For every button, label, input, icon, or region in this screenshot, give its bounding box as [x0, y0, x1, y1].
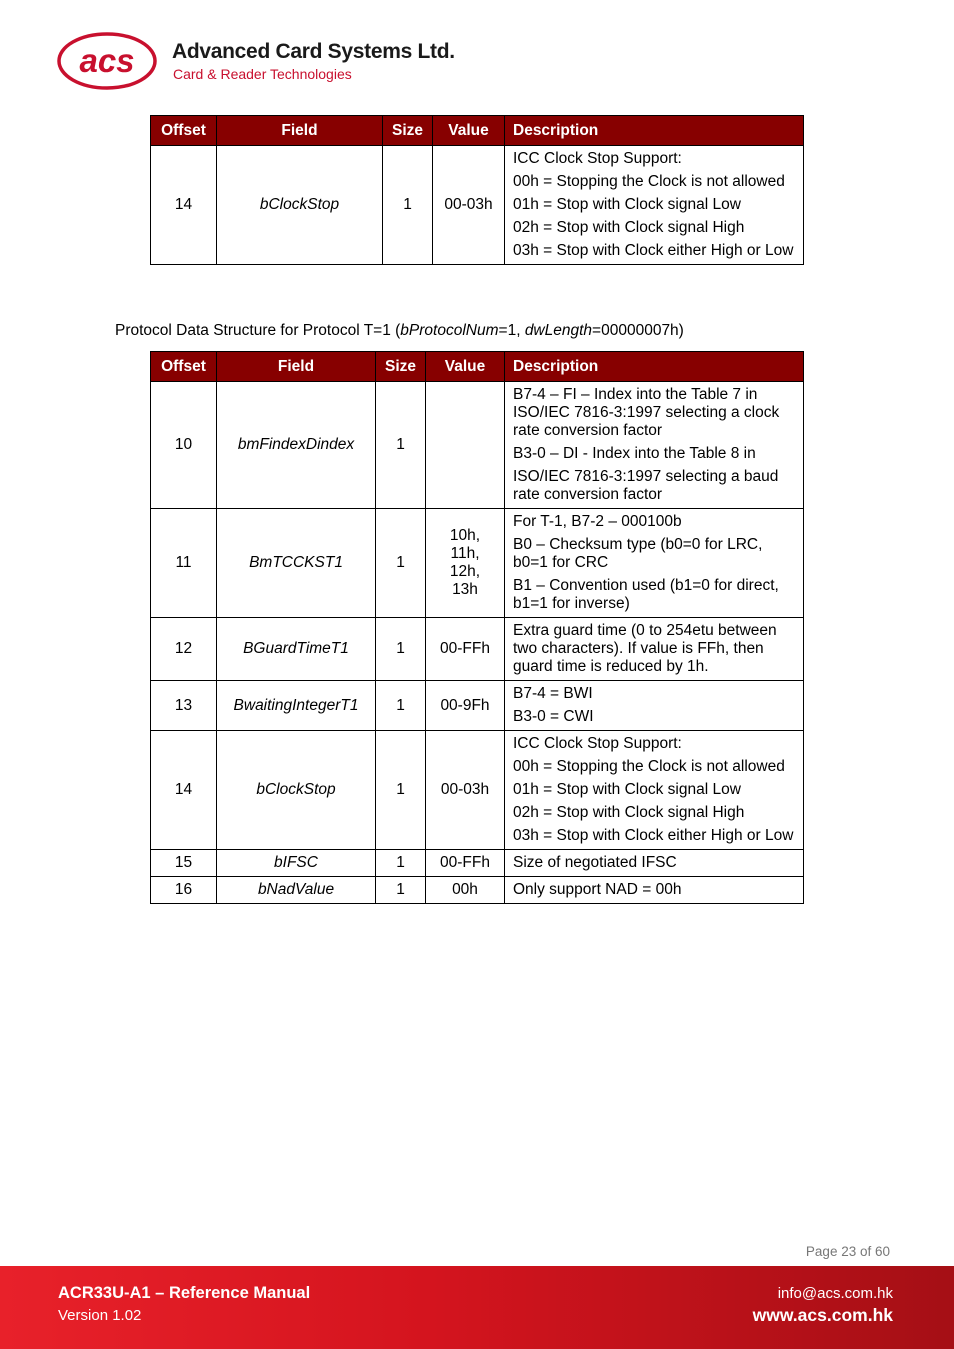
clock-stop-table [150, 115, 804, 265]
description-line: B7-4 = BWI [513, 685, 593, 702]
cell-size: 1 [376, 382, 426, 509]
company-name: Advanced Card Systems Ltd. [172, 40, 455, 63]
cell-description [505, 146, 804, 265]
footer-title: ACR33U-A1 – Reference Manual [58, 1284, 311, 1302]
cell-field: bNadValue [217, 877, 376, 904]
value-line: 13h [452, 581, 478, 598]
cell-size: 1 [376, 877, 426, 904]
header-size: Size [376, 352, 426, 382]
cell-size: 1 [376, 681, 426, 731]
cell-description [505, 618, 804, 681]
acs-logo-icon [56, 30, 160, 94]
table-row [151, 850, 804, 877]
footer-version: Version 1.02 [58, 1307, 142, 1324]
description-line: B1 – Convention used (b1=0 for direct, b1=1 for inverse) [513, 577, 779, 612]
description-line: ISO/IEC 7816-3:1997 selecting a baud rate conversion factor [513, 468, 779, 503]
cell-size: 1 [383, 146, 433, 265]
cell-field: bIFSC [217, 850, 376, 877]
description-line: B7-4 – FI – Index into the Table 7 in ISO/IEC 7816-3:1997 selecting a clock rate conversion factor [513, 386, 780, 439]
cell-value [426, 382, 505, 509]
cell-description [505, 731, 804, 850]
table-body [151, 382, 804, 904]
cell-value [426, 731, 505, 850]
value-line: 11h, [450, 545, 480, 562]
cell-value [426, 681, 505, 731]
cell-field: bClockStop [217, 146, 383, 265]
value-line: 00-03h [444, 196, 493, 213]
table-row [151, 146, 804, 265]
description-line: 03h = Stop with Clock either High or Low [513, 827, 794, 844]
caption-param-protocolnum: bProtocolNum [400, 322, 499, 339]
description-line: Only support NAD = 00h [513, 881, 682, 898]
header-field: Field [217, 352, 376, 382]
cell-description [505, 877, 804, 904]
cell-offset: 14 [151, 146, 217, 265]
cell-offset: 13 [151, 681, 217, 731]
cell-size: 1 [376, 850, 426, 877]
caption-prefix: Protocol Data Structure for Protocol T=1 ( [115, 322, 401, 339]
table-row [151, 618, 804, 681]
description-line: 00h = Stopping the Clock is not allowed [513, 758, 785, 775]
caption-suffix: =00000007h) [592, 322, 684, 339]
cell-value [426, 509, 505, 618]
header-description: Description [505, 116, 804, 146]
cell-offset: 14 [151, 731, 217, 850]
page-footer [0, 1266, 954, 1349]
value-line: 00-03h [440, 781, 490, 798]
header-size: Size [383, 116, 433, 146]
header-value: Value [433, 116, 505, 146]
cell-size: 1 [376, 509, 426, 618]
cell-value [426, 877, 505, 904]
cell-description [505, 850, 804, 877]
footer-email: info@acs.com.hk [777, 1285, 893, 1302]
cell-offset: 12 [151, 618, 217, 681]
header-offset: Offset [151, 116, 217, 146]
header-field: Field [217, 116, 383, 146]
protocol-t1-table [150, 351, 804, 904]
table-row [151, 731, 804, 850]
description-line: B3-0 – DI - Index into the Table 8 in [513, 445, 756, 462]
description-line: 03h = Stop with Clock either High or Low [513, 242, 794, 259]
caption-param-dwlength: dwLength [524, 322, 593, 339]
table-row [151, 382, 804, 509]
description-line: 01h = Stop with Clock signal Low [513, 196, 741, 213]
footer-website: www.acs.com.hk [752, 1305, 893, 1325]
table-row [151, 681, 804, 731]
cell-value [426, 850, 505, 877]
cell-offset: 16 [151, 877, 217, 904]
table-header-row [151, 116, 804, 146]
description-line: ICC Clock Stop Support: [513, 150, 682, 167]
description-line: B3-0 = CWI [513, 708, 594, 725]
table-row [151, 877, 804, 904]
description-line: For T-1, B7-2 – 000100b [513, 513, 682, 530]
header-offset: Offset [151, 352, 217, 382]
page-number: Page 23 of 60 [805, 1244, 890, 1259]
cell-offset: 15 [151, 850, 217, 877]
cell-size: 1 [376, 618, 426, 681]
logo-wordmark: acs [79, 42, 135, 79]
cell-field: BwaitingIntegerT1 [217, 681, 376, 731]
cell-offset: 11 [151, 509, 217, 618]
description-line: 02h = Stop with Clock signal High [513, 219, 745, 236]
value-line: 00-FFh [440, 854, 490, 871]
cell-value [426, 618, 505, 681]
cell-field: bmFindexDindex [217, 382, 376, 509]
caption-mid: =1, [498, 322, 525, 339]
value-line: 10h, [449, 527, 481, 544]
table-row [151, 509, 804, 618]
table-header-row [151, 352, 804, 382]
description-line: ICC Clock Stop Support: [513, 735, 682, 752]
cell-offset: 10 [151, 382, 217, 509]
cell-size: 1 [376, 731, 426, 850]
value-line: 12h, [449, 563, 481, 580]
description-line: Extra guard time (0 to 254etu between two characters). If value is FFh, then guard time is reduced by 1h. [513, 622, 777, 675]
cell-description [505, 382, 804, 509]
cell-field: bClockStop [217, 731, 376, 850]
description-line: 01h = Stop with Clock signal Low [513, 781, 741, 798]
cell-description [505, 509, 804, 618]
cell-description [505, 681, 804, 731]
header-description: Description [505, 352, 804, 382]
cell-value [433, 146, 505, 265]
company-tagline: Card & Reader Technologies [173, 66, 352, 82]
description-line: B0 – Checksum type (b0=0 for LRC, b0=1 for CRC [513, 536, 763, 571]
description-line: Size of negotiated IFSC [513, 854, 677, 871]
value-line: 00h [452, 881, 478, 898]
value-line: 00-9Fh [440, 696, 490, 714]
protocol-caption [115, 322, 684, 340]
description-line: 00h = Stopping the Clock is not allowed [513, 173, 785, 190]
company-logo [56, 30, 476, 94]
table-body [151, 146, 804, 265]
header-value: Value [426, 352, 505, 382]
description-line: 02h = Stop with Clock signal High [513, 804, 745, 821]
cell-field: BmTCCKST1 [217, 509, 376, 618]
value-line: 00-FFh [440, 640, 490, 657]
cell-field: BGuardTimeT1 [217, 618, 376, 681]
